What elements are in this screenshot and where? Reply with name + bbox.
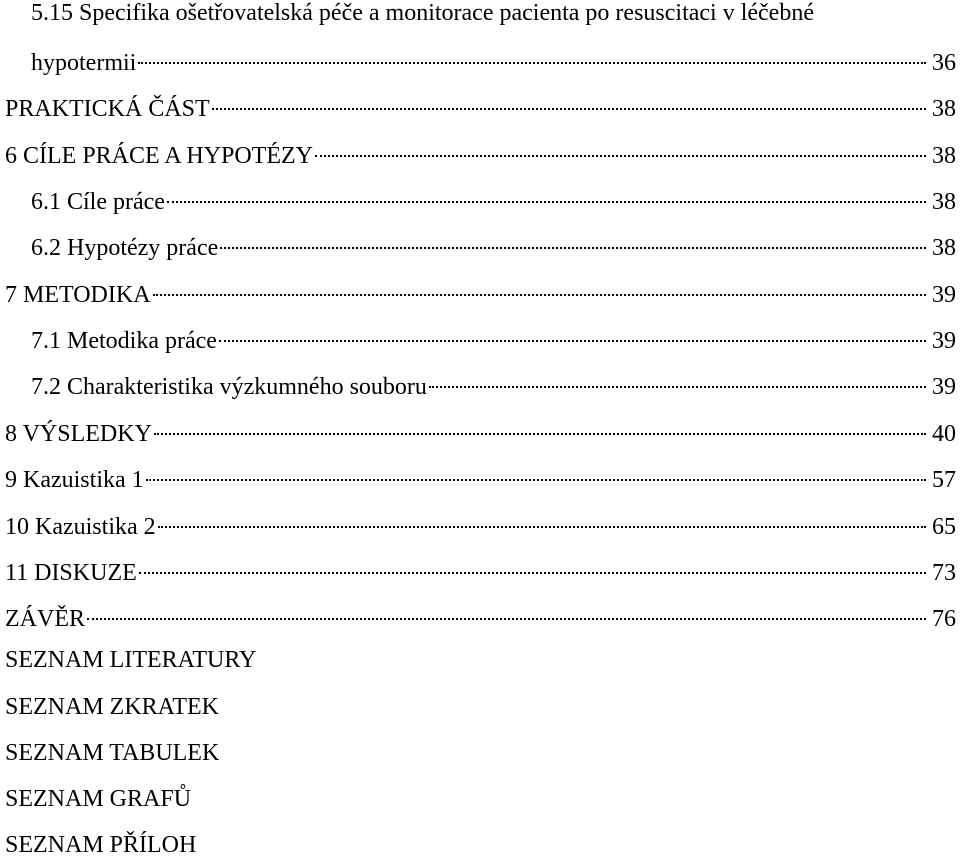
toc-entry-text: SEZNAM ZKRATEK [5,694,219,720]
toc-entry[interactable] [0,508,960,538]
toc-entry-text: SEZNAM GRAFŮ [5,786,192,812]
toc-entry-page: 38 [932,96,956,122]
dot-leader [220,223,926,249]
toc-entry-text: 7.2 Charakteristika výzkumného souboru [31,374,427,400]
toc-entry-page: 40 [932,421,956,447]
toc-entry-unnumbered[interactable] [0,786,960,816]
toc-entry-text: ZÁVĚR [5,606,85,632]
toc-entry-text: hypotermii [31,50,137,76]
toc-entry[interactable] [0,183,960,213]
toc-entry-page: 65 [932,514,956,540]
toc-entry-unnumbered[interactable] [0,832,960,862]
dot-leader [154,409,926,435]
toc-entry-page: 38 [932,189,956,215]
toc-entry[interactable] [0,322,960,352]
toc-entry[interactable] [0,44,960,74]
toc-entry[interactable] [0,137,960,167]
toc-entry[interactable] [0,90,960,120]
toc-entry[interactable] [0,461,960,491]
toc-entry-text: PRAKTICKÁ ČÁST [5,96,210,122]
toc-entry[interactable] [0,554,960,584]
toc-entry-unnumbered[interactable] [0,694,960,724]
toc-entry-unnumbered[interactable] [0,647,960,677]
dot-leader [212,84,926,110]
toc-entry-text: 6 CÍLE PRÁCE A HYPOTÉZY [5,143,314,169]
dot-leader [167,177,926,203]
toc-entry-page: 38 [932,235,956,261]
toc-entry-text: 6.1 Cíle práce [31,189,165,215]
toc-entry-unnumbered[interactable] [0,740,960,770]
toc-entry-page: 39 [932,328,956,354]
dot-leader [315,131,926,157]
dot-leader [138,38,926,64]
toc-entry-page: 57 [932,467,956,493]
dot-leader [153,270,926,296]
toc-entry[interactable] [0,276,960,306]
toc-entry-text: SEZNAM LITERATURY [5,647,257,673]
dot-leader [146,455,926,481]
toc-entry-text: 8 VÝSLEDKY [5,421,152,447]
toc-entry-text: 10 Kazuistika 2 [5,514,156,540]
toc-entry-page: 39 [932,374,956,400]
toc-entry-text: 7.1 Metodika práce [31,328,217,354]
toc-entry-text: 9 Kazuistika 1 [5,467,144,493]
dot-leader [158,502,926,528]
dot-leader [219,316,926,342]
toc-entry[interactable] [0,368,960,398]
toc-entry-text: 11 DISKUZE [5,560,137,586]
dot-leader [139,548,926,574]
toc-entry-text: SEZNAM TABULEK [5,740,220,766]
toc-entry-text: SEZNAM PŘÍLOH [5,832,197,858]
toc-entry[interactable] [0,229,960,259]
toc-entry-page: 36 [932,50,956,76]
toc-entry[interactable] [0,415,960,445]
toc-entry[interactable] [0,600,960,630]
dot-leader [429,362,926,388]
toc-entry-text: 5.15 Specifika ošetřovatelská péče a monitorace pacienta po resuscitaci v léčebné [31,0,814,26]
toc-entry-page: 39 [932,282,956,308]
toc-entry-page: 76 [932,606,956,632]
toc-entry-text: 7 METODIKA [5,282,151,308]
toc-heading-continued [0,0,960,30]
toc-entry-page: 73 [932,560,956,586]
toc-entry-page: 38 [932,143,956,169]
dot-leader [87,594,926,620]
toc-entry-text: 6.2 Hypotézy práce [31,235,219,261]
